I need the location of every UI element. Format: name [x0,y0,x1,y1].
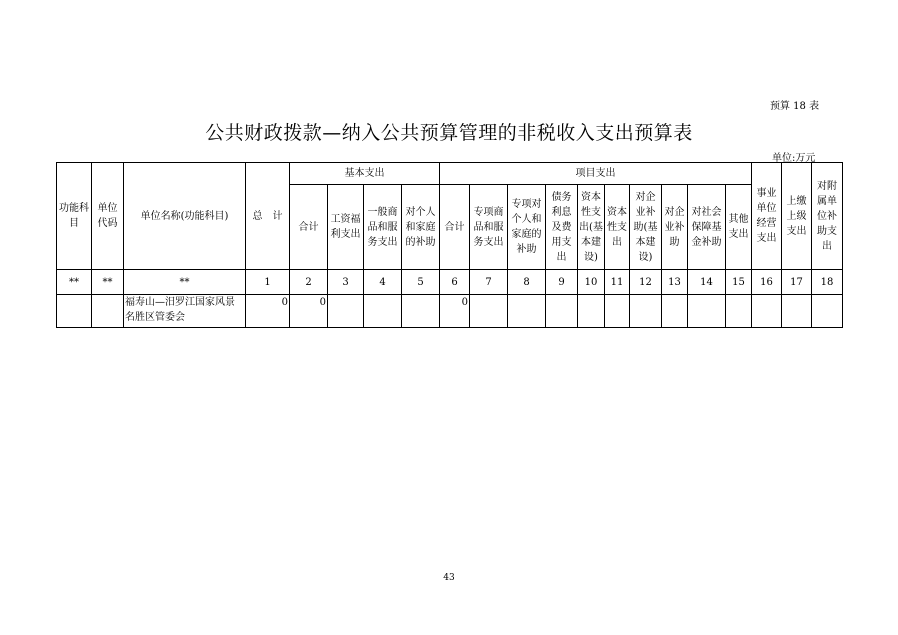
number-cell: 15 [726,270,752,295]
header-other: 其他支出 [726,185,752,270]
header-project-group: 项目支出 [440,163,752,185]
header-capital: 资本性支出 [605,185,630,270]
number-cell: 6 [440,270,470,295]
empty-cell [688,295,726,328]
empty-cell [328,295,364,328]
header-basic-sum: 合计 [290,185,328,270]
empty-cell [752,295,782,328]
number-cell: 10 [578,270,605,295]
header-individual-subsidy: 对个人和家庭的补助 [402,185,440,270]
number-cell: ** [92,270,124,295]
header-func-subject: 功能科目 [57,163,92,270]
empty-cell [578,295,605,328]
empty-cell [470,295,508,328]
header-wage: 工资福利支出 [328,185,364,270]
number-cell: 12 [630,270,662,295]
header-business-operation: 事业单位经营支出 [752,163,782,270]
empty-cell [508,295,546,328]
header-total: 总 计 [246,163,290,270]
page-number: 43 [443,573,455,583]
number-cell: 5 [402,270,440,295]
number-cell: ** [57,270,92,295]
header-debt-interest: 债务利息及费用支出 [546,185,578,270]
empty-cell [630,295,662,328]
empty-cell [782,295,812,328]
header-unit-code: 单位代码 [92,163,124,270]
table-row [57,295,843,328]
empty-cell [605,295,630,328]
number-cell: 8 [508,270,546,295]
header-capital-construction: 资本性支出(基本建设) [578,185,605,270]
empty-cell [364,295,402,328]
header-pay-upper: 上缴上级支出 [782,163,812,270]
empty-cell [662,295,688,328]
header-project-sum: 合计 [440,185,470,270]
header-special-individual: 专项对个人和家庭的补助 [508,185,546,270]
unit-label: 单位:万元 [772,153,816,164]
number-cell: 13 [662,270,688,295]
row-unit-code [92,295,124,328]
number-cell: 17 [782,270,812,295]
number-cell: ** [124,270,246,295]
number-cell: 9 [546,270,578,295]
header-enterprise-construction: 对企业补助(基本建设) [630,185,662,270]
empty-cell [546,295,578,328]
row-project-sum: 0 [440,295,470,328]
number-cell: 3 [328,270,364,295]
number-cell: 11 [605,270,630,295]
header-enterprise-subsidy: 对企业补助 [662,185,688,270]
page-title: 公共财政拨款—纳入公共预算管理的非税收入支出预算表 [205,122,693,144]
empty-cell [726,295,752,328]
budget-table [56,162,843,328]
header-special-goods: 专项商品和服务支出 [470,185,508,270]
empty-cell [812,295,843,328]
number-cell: 1 [246,270,290,295]
row-unit-name: 福寿山—汨罗江国家风景名胜区管委会 [124,295,246,328]
number-cell: 2 [290,270,328,295]
header-subsidiary-units: 对附属单位补助支出 [812,163,843,270]
header-basic-group: 基本支出 [290,163,440,185]
number-cell: 4 [364,270,402,295]
header-unit-name: 单位名称(功能科目) [124,163,246,270]
number-cell: 7 [470,270,508,295]
number-cell: 16 [752,270,782,295]
number-cell: 14 [688,270,726,295]
header-social-security: 对社会保障基金补助 [688,185,726,270]
row-func-subject [57,295,92,328]
number-cell: 18 [812,270,843,295]
row-basic-sum: 0 [290,295,328,328]
empty-cell [402,295,440,328]
row-total: 0 [246,295,290,328]
header-goods-services: 一般商品和服务支出 [364,185,402,270]
table-number: 预算 18 表 [770,101,820,112]
